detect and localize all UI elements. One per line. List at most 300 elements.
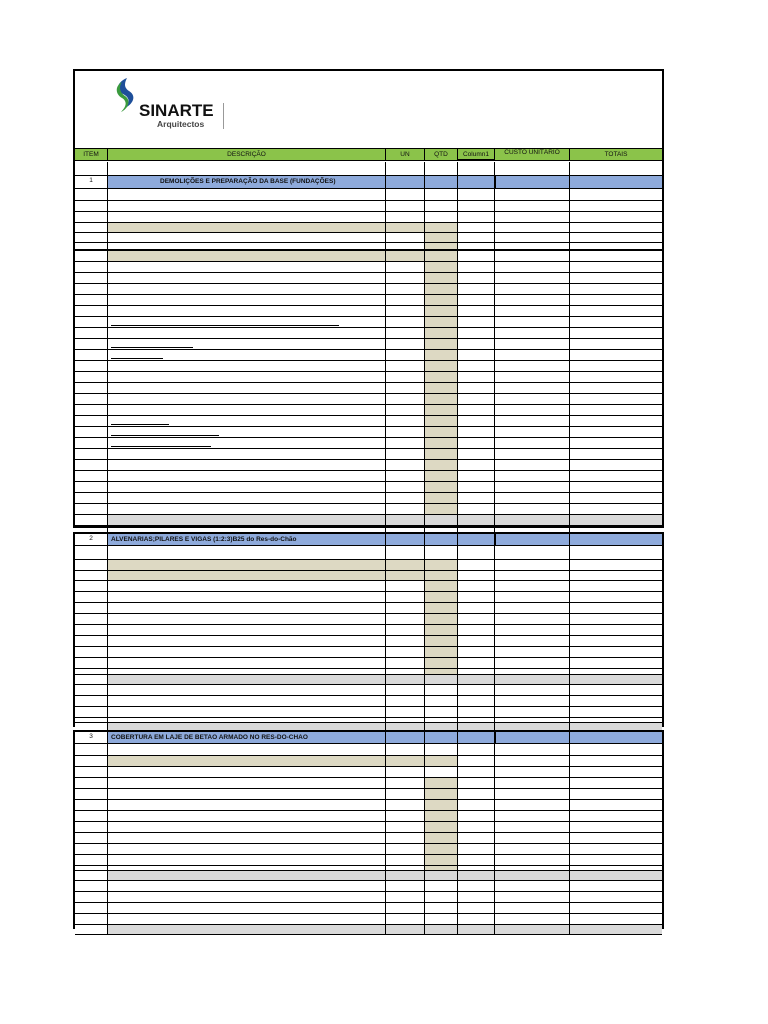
cell-item[interactable] — [75, 328, 108, 338]
cell-custo[interactable] — [495, 560, 570, 570]
cell-qtd[interactable] — [425, 881, 458, 891]
cell-col1[interactable] — [458, 284, 495, 294]
cell-un[interactable] — [386, 383, 425, 393]
cell-qtd[interactable] — [425, 306, 458, 316]
cell-qtd[interactable] — [425, 223, 458, 232]
cell-item[interactable] — [75, 614, 108, 624]
cell-un[interactable] — [386, 592, 425, 602]
cell-un[interactable] — [386, 361, 425, 371]
cell-un[interactable] — [386, 636, 425, 646]
cell-custo[interactable] — [495, 394, 570, 404]
cell-qtd[interactable] — [425, 571, 458, 580]
cell-desc[interactable] — [108, 707, 386, 717]
cell-desc[interactable] — [108, 339, 386, 349]
cell-col1[interactable] — [458, 855, 495, 865]
cell-col1[interactable] — [458, 811, 495, 821]
cell-tot[interactable] — [570, 833, 662, 843]
cell-qtd[interactable] — [425, 212, 458, 222]
cell-tot[interactable] — [570, 581, 662, 591]
cell-qtd[interactable] — [425, 361, 458, 371]
cell-desc[interactable] — [108, 493, 386, 503]
cell-tot[interactable] — [570, 675, 662, 684]
cell-custo[interactable] — [495, 800, 570, 810]
cell-un[interactable] — [386, 811, 425, 821]
cell-qtd[interactable] — [425, 534, 458, 545]
cell-un[interactable] — [386, 284, 425, 294]
cell-un[interactable] — [386, 696, 425, 706]
cell-col1[interactable] — [458, 822, 495, 832]
cell-qtd[interactable] — [425, 844, 458, 854]
cell-qtd[interactable] — [425, 504, 458, 514]
cell-item[interactable] — [75, 592, 108, 602]
cell-custo[interactable] — [495, 493, 570, 503]
cell-item[interactable] — [75, 822, 108, 832]
cell-tot[interactable] — [570, 233, 662, 242]
cell-un[interactable] — [386, 903, 425, 913]
cell-col1[interactable] — [458, 844, 495, 854]
cell-desc[interactable] — [108, 603, 386, 613]
cell-tot[interactable] — [570, 273, 662, 283]
cell-qtd[interactable] — [425, 581, 458, 591]
cell-qtd[interactable] — [425, 778, 458, 788]
cell-qtd[interactable] — [425, 892, 458, 902]
cell-desc[interactable] — [108, 306, 386, 316]
cell-custo[interactable] — [495, 833, 570, 843]
cell-custo[interactable] — [495, 892, 570, 902]
cell-item[interactable] — [75, 482, 108, 492]
cell-desc[interactable] — [108, 822, 386, 832]
cell-desc[interactable] — [108, 460, 386, 470]
cell-un[interactable] — [386, 534, 425, 545]
cell-un[interactable] — [386, 223, 425, 232]
cell-item[interactable] — [75, 361, 108, 371]
cell-item[interactable] — [75, 306, 108, 316]
cell-tot[interactable] — [570, 871, 662, 880]
cell-tot[interactable] — [570, 438, 662, 448]
cell-tot[interactable] — [570, 223, 662, 232]
cell-col1[interactable] — [458, 243, 495, 249]
cell-un[interactable] — [386, 546, 425, 559]
cell-tot[interactable] — [570, 892, 662, 902]
cell-tot[interactable] — [570, 350, 662, 360]
cell-custo[interactable] — [495, 581, 570, 591]
cell-tot[interactable] — [570, 718, 662, 722]
cell-tot[interactable] — [570, 789, 662, 799]
cell-col1[interactable] — [458, 892, 495, 902]
cell-custo[interactable] — [495, 685, 570, 695]
cell-un[interactable] — [386, 372, 425, 382]
cell-qtd[interactable] — [425, 394, 458, 404]
cell-tot[interactable] — [570, 515, 662, 525]
cell-item[interactable] — [75, 162, 108, 175]
cell-un[interactable] — [386, 871, 425, 880]
cell-desc[interactable] — [108, 361, 386, 371]
cell-tot[interactable] — [570, 251, 662, 261]
cell-custo[interactable] — [495, 669, 570, 674]
cell-qtd[interactable] — [425, 317, 458, 327]
cell-custo[interactable] — [495, 871, 570, 880]
cell-col1[interactable] — [458, 372, 495, 382]
cell-tot[interactable] — [570, 614, 662, 624]
cell-un[interactable] — [386, 460, 425, 470]
cell-col1[interactable] — [458, 718, 495, 722]
cell-un[interactable] — [386, 427, 425, 437]
cell-un[interactable] — [386, 350, 425, 360]
cell-desc[interactable] — [108, 273, 386, 283]
cell-custo[interactable] — [495, 233, 570, 242]
cell-item[interactable] — [75, 560, 108, 570]
cell-item[interactable] — [75, 833, 108, 843]
cell-custo[interactable] — [495, 460, 570, 470]
cell-qtd[interactable] — [425, 546, 458, 559]
cell-un[interactable] — [386, 328, 425, 338]
cell-tot[interactable] — [570, 647, 662, 657]
cell-un[interactable] — [386, 767, 425, 777]
cell-col1[interactable] — [458, 317, 495, 327]
cell-qtd[interactable] — [425, 822, 458, 832]
cell-custo[interactable] — [495, 262, 570, 272]
cell-un[interactable] — [386, 675, 425, 684]
cell-un[interactable] — [386, 658, 425, 668]
cell-qtd[interactable] — [425, 658, 458, 668]
cell-desc[interactable] — [108, 546, 386, 559]
cell-custo[interactable] — [495, 636, 570, 646]
cell-item[interactable] — [75, 756, 108, 766]
cell-tot[interactable] — [570, 696, 662, 706]
cell-desc[interactable] — [108, 903, 386, 913]
cell-custo[interactable] — [495, 176, 570, 188]
cell-col1[interactable] — [458, 744, 495, 755]
cell-desc[interactable] — [108, 581, 386, 591]
cell-col1[interactable] — [458, 427, 495, 437]
cell-desc[interactable] — [108, 892, 386, 902]
cell-desc[interactable] — [108, 592, 386, 602]
cell-item[interactable] — [75, 243, 108, 249]
cell-qtd[interactable] — [425, 460, 458, 470]
cell-item[interactable] — [75, 471, 108, 481]
cell-custo[interactable] — [495, 361, 570, 371]
cell-col1[interactable] — [458, 515, 495, 525]
cell-qtd[interactable] — [425, 696, 458, 706]
cell-un[interactable] — [386, 707, 425, 717]
cell-desc[interactable] — [108, 625, 386, 635]
cell-qtd[interactable] — [425, 243, 458, 249]
cell-un[interactable] — [386, 718, 425, 722]
cell-custo[interactable] — [495, 471, 570, 481]
cell-un[interactable] — [386, 493, 425, 503]
cell-col1[interactable] — [458, 866, 495, 870]
cell-col1[interactable] — [458, 262, 495, 272]
cell-desc[interactable] — [108, 636, 386, 646]
cell-tot[interactable] — [570, 756, 662, 766]
cell-un[interactable] — [386, 756, 425, 766]
cell-custo[interactable] — [495, 914, 570, 924]
cell-qtd[interactable] — [425, 718, 458, 722]
cell-qtd[interactable] — [425, 592, 458, 602]
cell-custo[interactable] — [495, 449, 570, 459]
cell-item[interactable] — [75, 744, 108, 755]
cell-item[interactable] — [75, 493, 108, 503]
cell-item[interactable] — [75, 914, 108, 924]
cell-qtd[interactable] — [425, 262, 458, 272]
cell-custo[interactable] — [495, 903, 570, 913]
cell-desc[interactable] — [108, 449, 386, 459]
cell-tot[interactable] — [570, 405, 662, 415]
cell-item[interactable] — [75, 685, 108, 695]
cell-un[interactable] — [386, 603, 425, 613]
cell-un[interactable] — [386, 449, 425, 459]
cell-col1[interactable] — [458, 471, 495, 481]
cell-desc[interactable] — [108, 767, 386, 777]
cell-qtd[interactable] — [425, 273, 458, 283]
cell-desc[interactable] — [108, 295, 386, 305]
cell-col1[interactable] — [458, 460, 495, 470]
cell-col1[interactable] — [458, 482, 495, 492]
cell-col1[interactable] — [458, 350, 495, 360]
cell-item[interactable] — [75, 800, 108, 810]
cell-desc[interactable] — [108, 914, 386, 924]
cell-un[interactable] — [386, 262, 425, 272]
cell-tot[interactable] — [570, 201, 662, 211]
cell-item[interactable] — [75, 707, 108, 717]
cell-un[interactable] — [386, 233, 425, 242]
cell-custo[interactable] — [495, 328, 570, 338]
cell-un[interactable] — [386, 778, 425, 788]
cell-custo[interactable] — [495, 482, 570, 492]
cell-tot[interactable] — [570, 571, 662, 580]
cell-custo[interactable] — [495, 273, 570, 283]
cell-un[interactable] — [386, 647, 425, 657]
cell-qtd[interactable] — [425, 427, 458, 437]
cell-un[interactable] — [386, 571, 425, 580]
cell-col1[interactable] — [458, 571, 495, 580]
cell-un[interactable] — [386, 438, 425, 448]
cell-tot[interactable] — [570, 732, 662, 743]
cell-col1[interactable] — [458, 925, 495, 934]
cell-col1[interactable] — [458, 534, 495, 545]
cell-tot[interactable] — [570, 504, 662, 514]
cell-custo[interactable] — [495, 658, 570, 668]
cell-tot[interactable] — [570, 243, 662, 249]
cell-un[interactable] — [386, 295, 425, 305]
cell-col1[interactable] — [458, 756, 495, 766]
cell-item[interactable] — [75, 405, 108, 415]
cell-item[interactable] — [75, 339, 108, 349]
cell-qtd[interactable] — [425, 328, 458, 338]
cell-custo[interactable] — [495, 162, 570, 175]
cell-un[interactable] — [386, 914, 425, 924]
cell-desc[interactable] — [108, 328, 386, 338]
cell-qtd[interactable] — [425, 866, 458, 870]
cell-un[interactable] — [386, 844, 425, 854]
cell-item[interactable] — [75, 881, 108, 891]
cell-desc[interactable] — [108, 833, 386, 843]
cell-col1[interactable] — [458, 871, 495, 880]
cell-col1[interactable] — [458, 603, 495, 613]
cell-tot[interactable] — [570, 449, 662, 459]
cell-custo[interactable] — [495, 571, 570, 580]
cell-item[interactable] — [75, 416, 108, 426]
cell-item[interactable] — [75, 866, 108, 870]
cell-desc[interactable] — [108, 718, 386, 722]
cell-un[interactable] — [386, 339, 425, 349]
cell-qtd[interactable] — [425, 350, 458, 360]
cell-qtd[interactable] — [425, 756, 458, 766]
cell-tot[interactable] — [570, 189, 662, 200]
cell-custo[interactable] — [495, 504, 570, 514]
cell-custo[interactable] — [495, 778, 570, 788]
cell-tot[interactable] — [570, 372, 662, 382]
cell-col1[interactable] — [458, 339, 495, 349]
cell-custo[interactable] — [495, 647, 570, 657]
cell-custo[interactable] — [495, 855, 570, 865]
cell-col1[interactable] — [458, 636, 495, 646]
cell-tot[interactable] — [570, 658, 662, 668]
cell-qtd[interactable] — [425, 560, 458, 570]
cell-col1[interactable] — [458, 394, 495, 404]
cell-desc[interactable] — [108, 871, 386, 880]
cell-qtd[interactable] — [425, 176, 458, 188]
cell-tot[interactable] — [570, 925, 662, 934]
cell-custo[interactable] — [495, 822, 570, 832]
cell-custo[interactable] — [495, 756, 570, 766]
cell-qtd[interactable] — [425, 383, 458, 393]
cell-item[interactable] — [75, 658, 108, 668]
cell-custo[interactable] — [495, 707, 570, 717]
cell-qtd[interactable] — [425, 647, 458, 657]
cell-col1[interactable] — [458, 176, 495, 188]
cell-qtd[interactable] — [425, 515, 458, 525]
cell-item[interactable] — [75, 515, 108, 525]
cell-custo[interactable] — [495, 534, 570, 545]
cell-item[interactable] — [75, 427, 108, 437]
cell-item[interactable] — [75, 636, 108, 646]
cell-qtd[interactable] — [425, 855, 458, 865]
cell-qtd[interactable] — [425, 603, 458, 613]
cell-tot[interactable] — [570, 416, 662, 426]
cell-qtd[interactable] — [425, 669, 458, 674]
cell-qtd[interactable] — [425, 871, 458, 880]
cell-desc[interactable] — [108, 416, 386, 426]
cell-tot[interactable] — [570, 811, 662, 821]
cell-un[interactable] — [386, 881, 425, 891]
cell-col1[interactable] — [458, 306, 495, 316]
cell-tot[interactable] — [570, 339, 662, 349]
cell-item[interactable] — [75, 625, 108, 635]
cell-item[interactable] — [75, 438, 108, 448]
cell-col1[interactable] — [458, 560, 495, 570]
cell-un[interactable] — [386, 732, 425, 743]
cell-tot[interactable] — [570, 482, 662, 492]
cell-tot[interactable] — [570, 685, 662, 695]
cell-col1[interactable] — [458, 251, 495, 261]
cell-col1[interactable] — [458, 189, 495, 200]
cell-un[interactable] — [386, 394, 425, 404]
cell-custo[interactable] — [495, 427, 570, 437]
cell-desc[interactable] — [108, 778, 386, 788]
cell-col1[interactable] — [458, 833, 495, 843]
cell-qtd[interactable] — [425, 800, 458, 810]
cell-custo[interactable] — [495, 201, 570, 211]
cell-custo[interactable] — [495, 223, 570, 232]
cell-qtd[interactable] — [425, 405, 458, 415]
cell-item[interactable] — [75, 581, 108, 591]
cell-tot[interactable] — [570, 427, 662, 437]
cell-desc[interactable] — [108, 438, 386, 448]
cell-un[interactable] — [386, 504, 425, 514]
cell-desc[interactable] — [108, 744, 386, 755]
cell-desc[interactable] — [108, 284, 386, 294]
cell-col1[interactable] — [458, 767, 495, 777]
cell-desc[interactable] — [108, 471, 386, 481]
cell-col1[interactable] — [458, 675, 495, 684]
cell-tot[interactable] — [570, 317, 662, 327]
cell-desc[interactable] — [108, 427, 386, 437]
cell-un[interactable] — [386, 162, 425, 175]
cell-custo[interactable] — [495, 339, 570, 349]
cell-col1[interactable] — [458, 903, 495, 913]
cell-tot[interactable] — [570, 800, 662, 810]
cell-tot[interactable] — [570, 778, 662, 788]
cell-custo[interactable] — [495, 614, 570, 624]
cell-tot[interactable] — [570, 306, 662, 316]
cell-desc[interactable] — [108, 756, 386, 766]
cell-custo[interactable] — [495, 405, 570, 415]
cell-custo[interactable] — [495, 767, 570, 777]
cell-tot[interactable] — [570, 262, 662, 272]
cell-col1[interactable] — [458, 732, 495, 743]
cell-qtd[interactable] — [425, 614, 458, 624]
cell-item[interactable] — [75, 212, 108, 222]
cell-qtd[interactable] — [425, 925, 458, 934]
cell-qtd[interactable] — [425, 744, 458, 755]
cell-qtd[interactable] — [425, 438, 458, 448]
cell-desc[interactable] — [108, 515, 386, 525]
cell-un[interactable] — [386, 243, 425, 249]
cell-qtd[interactable] — [425, 471, 458, 481]
cell-desc[interactable] — [108, 383, 386, 393]
cell-tot[interactable] — [570, 328, 662, 338]
cell-col1[interactable] — [458, 658, 495, 668]
cell-tot[interactable] — [570, 383, 662, 393]
cell-qtd[interactable] — [425, 636, 458, 646]
cell-tot[interactable] — [570, 855, 662, 865]
cell-tot[interactable] — [570, 669, 662, 674]
cell-un[interactable] — [386, 625, 425, 635]
cell-desc[interactable] — [108, 504, 386, 514]
cell-un[interactable] — [386, 685, 425, 695]
cell-custo[interactable] — [495, 866, 570, 870]
cell-item[interactable] — [75, 789, 108, 799]
cell-desc[interactable] — [108, 696, 386, 706]
cell-item[interactable] — [75, 546, 108, 559]
cell-qtd[interactable] — [425, 339, 458, 349]
cell-col1[interactable] — [458, 201, 495, 211]
cell-desc[interactable] — [108, 800, 386, 810]
cell-tot[interactable] — [570, 546, 662, 559]
cell-tot[interactable] — [570, 460, 662, 470]
cell-custo[interactable] — [495, 350, 570, 360]
cell-desc[interactable] — [108, 571, 386, 580]
cell-tot[interactable] — [570, 394, 662, 404]
cell-item[interactable] — [75, 233, 108, 242]
cell-un[interactable] — [386, 925, 425, 934]
cell-custo[interactable] — [495, 189, 570, 200]
cell-custo[interactable] — [495, 789, 570, 799]
cell-custo[interactable] — [495, 383, 570, 393]
cell-col1[interactable] — [458, 233, 495, 242]
cell-un[interactable] — [386, 176, 425, 188]
